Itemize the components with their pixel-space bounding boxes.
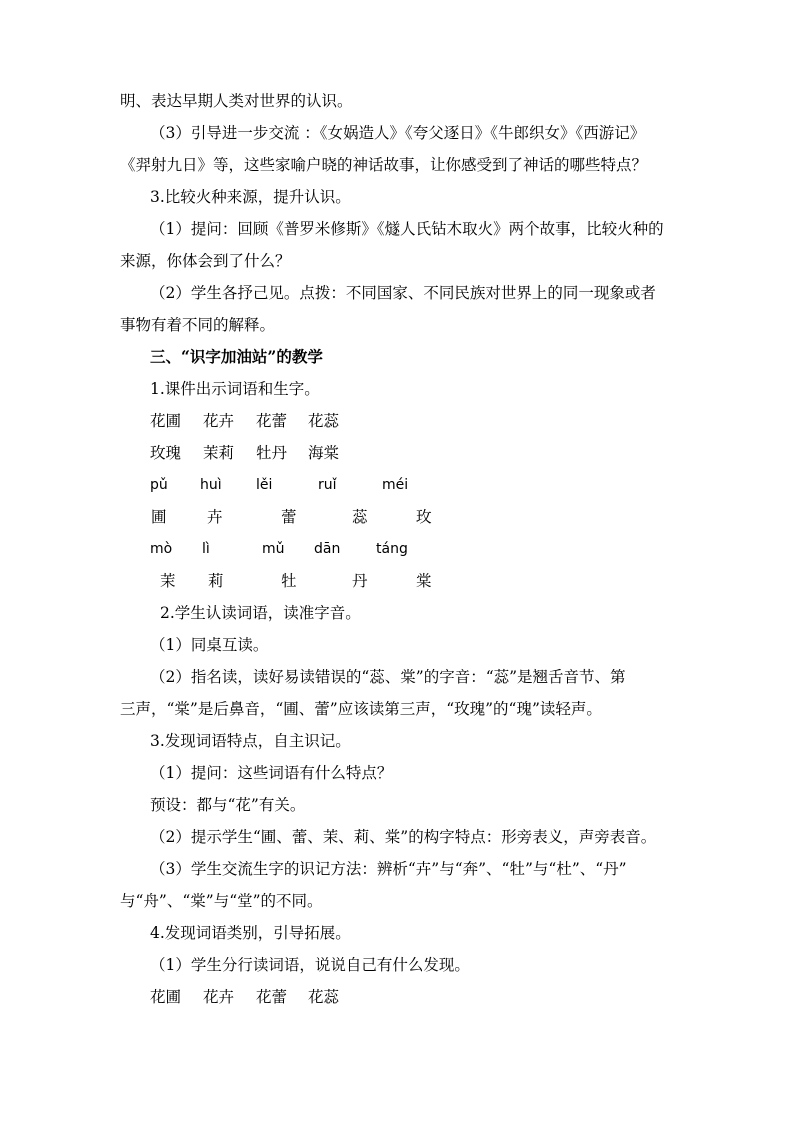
vocab-word: 花蕾 [256, 988, 288, 1006]
paragraph-line: 3.发现词语特点，自主识记。 [150, 732, 351, 750]
paragraph-line: 4.发现词语类别，引导拓展。 [150, 924, 351, 942]
pinyin-syllable: dān [314, 541, 341, 557]
new-character: 卉 [207, 508, 223, 526]
paragraph-line: 2.学生认读词语，读准字音。 [160, 604, 361, 622]
paragraph-line: （1）提问：回顾《普罗米修斯》《燧人氏钻木取火》两个故事，比较火种的 [150, 220, 664, 238]
vocab-word: 海棠 [308, 444, 340, 462]
paragraph-line: 3.比较火种来源，提升认识。 [150, 188, 351, 206]
paragraph-line: （1）同桌互读。 [150, 636, 269, 654]
paragraph-line: （1）学生分行读词语，说说自己有什么发现。 [150, 956, 470, 974]
vocab-word: 茉莉 [203, 444, 235, 462]
vocab-word: 牡丹 [256, 444, 288, 462]
new-character: 蕾 [281, 508, 297, 526]
pinyin-syllable: huì [200, 477, 222, 493]
new-character: 牡 [281, 572, 297, 590]
vocab-word: 花蕾 [256, 412, 288, 430]
vocab-word: 花蕊 [308, 988, 340, 1006]
vocab-word: 玫瑰 [150, 444, 182, 462]
new-character: 莉 [208, 572, 224, 590]
paragraph-line: （2）指名读，读好易读错误的“蕊、棠”的字音：“蕊”是翘舌音节、第 [150, 668, 626, 686]
paragraph-line: 《羿射九日》等，这些家喻户晓的神话故事，让你感受到了神话的哪些特点？ [120, 156, 648, 174]
new-character: 玫 [416, 508, 432, 526]
paragraph-line: （2）学生各抒己见。点拨：不同国家、不同民族对世界上的同一现象或者 [150, 284, 656, 302]
paragraph-line: 事物有着不同的解释。 [120, 316, 276, 334]
paragraph-line: 预设：都与“花”有关。 [150, 796, 306, 814]
pinyin-syllable: ruǐ [318, 477, 337, 493]
pinyin-syllable: táng [376, 541, 408, 557]
new-character: 棠 [416, 572, 432, 590]
vocab-word: 花圃 [150, 988, 182, 1006]
vocab-word: 花圃 [150, 412, 182, 430]
paragraph-line: 1.课件出示词语和生字。 [150, 380, 320, 398]
paragraph-line: （1）提问：这些词语有什么特点？ [150, 764, 393, 782]
paragraph-line: 与“舟”、“棠”与“堂”的不同。 [120, 892, 323, 910]
new-character: 茉 [160, 572, 176, 590]
vocab-word: 花蕊 [308, 412, 340, 430]
new-character: 丹 [352, 572, 368, 590]
pinyin-syllable: méi [382, 477, 409, 493]
pinyin-syllable: lěi [256, 477, 273, 493]
pinyin-syllable: pǔ [150, 477, 168, 493]
vocab-word: 花卉 [203, 988, 235, 1006]
pinyin-syllable: mǔ [262, 541, 285, 557]
paragraph-line: （3）学生交流生字的识记方法：辨析“卉”与“奔”、“牡”与“杜”、“丹” [150, 860, 627, 878]
vocab-word: 花卉 [203, 412, 235, 430]
section-heading: 三、“识字加油站”的教学 [150, 347, 323, 366]
paragraph-line: 三声，“棠”是后鼻音，“圃、蕾”应该读第三声，“玫瑰”的“瑰”读轻声。 [120, 700, 602, 718]
pinyin-syllable: lì [202, 541, 210, 557]
pinyin-syllable: mò [150, 541, 173, 557]
paragraph-line: 来源，你体会到了什么？ [120, 252, 291, 270]
new-character: 蕊 [352, 508, 368, 526]
paragraph-line: （2）提示学生“圃、蕾、茉、莉、棠”的构字特点：形旁表义，声旁表音。 [150, 828, 657, 846]
paragraph-line: （3）引导进一步交流 ：《女娲造人》《夸父逐日》《牛郎织女》《西游记》 [150, 124, 646, 142]
paragraph-line: 明、表达早期人类对世界的认识。 [120, 92, 353, 110]
new-character: 圃 [151, 508, 167, 526]
